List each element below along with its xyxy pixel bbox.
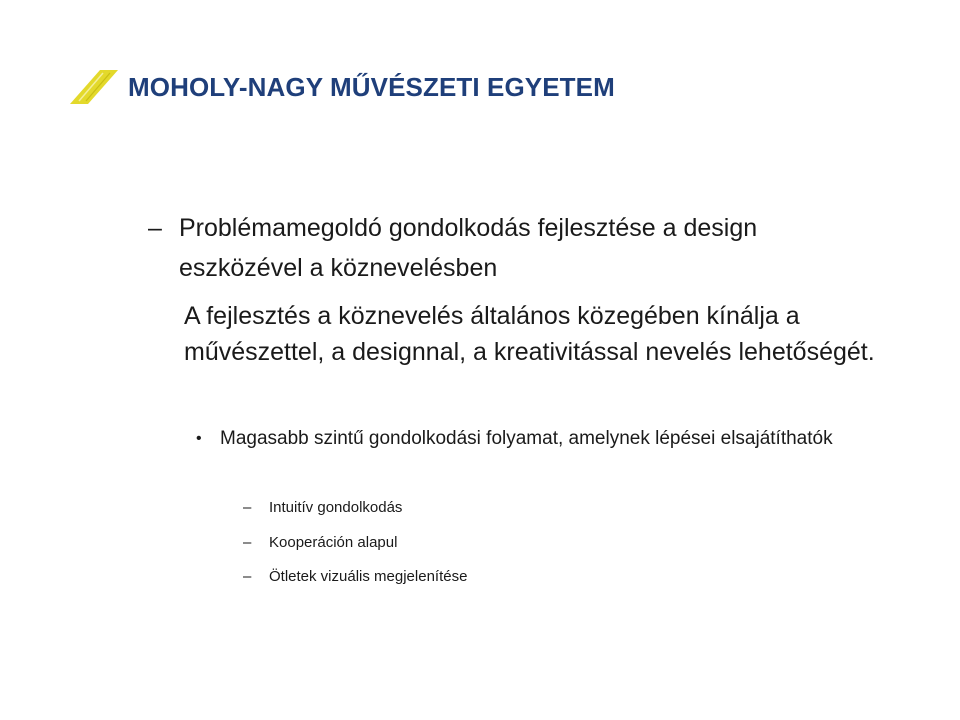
level3-text: Ötletek vizuális megjelenítése [269, 568, 468, 585]
body-paragraph: A fejlesztés a köznevelés általános közegében kínálja a művészettel, a designnal, a kreativitással nevelés lehetőségét. [184, 302, 875, 366]
level1-text: Problémamegoldó gondolkodás fejlesztése a design eszközével a köznevelésben [179, 214, 758, 282]
level2-text: Magasabb szintű gondolkodási folyamat, amelynek lépései elsajátíthatók [220, 428, 833, 449]
level3-item [243, 567, 467, 587]
dash-marker: – [243, 534, 252, 551]
level3-text: Intuitív gondolkodás [269, 499, 403, 516]
university-title: MOHOLY-NAGY MŰVÉSZETI EGYETEM [128, 72, 615, 102]
dash-marker: – [243, 499, 252, 516]
level3-item [243, 498, 402, 518]
level3-item [243, 533, 397, 553]
dash-marker: – [148, 214, 162, 242]
level3-text: Kooperáción alapul [269, 534, 398, 551]
bullet-marker: • [196, 430, 202, 447]
dash-marker: – [243, 568, 252, 585]
level2-item [196, 422, 876, 455]
level1-item [148, 208, 868, 288]
